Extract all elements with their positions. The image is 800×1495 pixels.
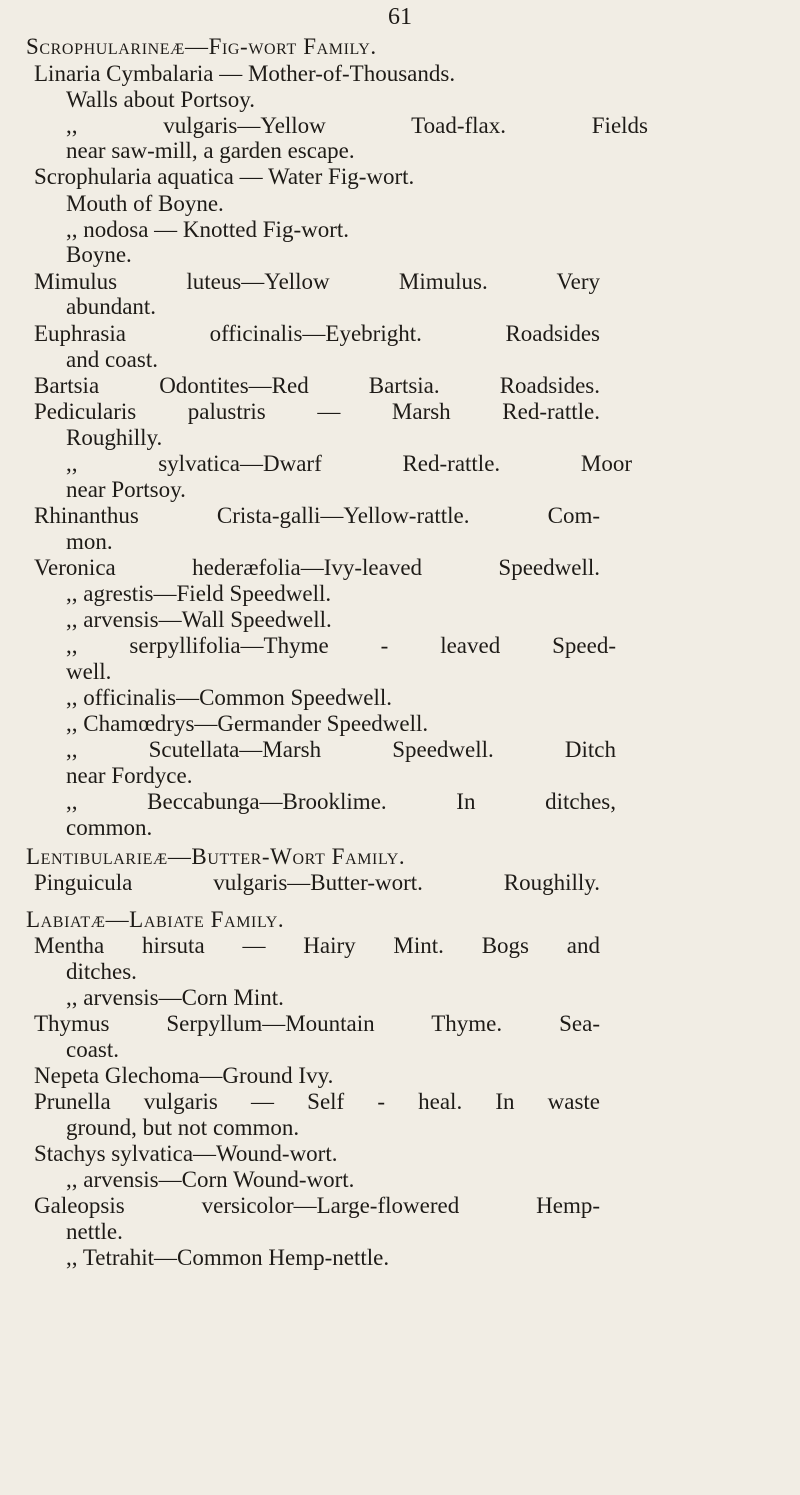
- text-line: ground, but not common.: [66, 1115, 300, 1140]
- family-heading: Lentibularieæ—Butter-Wort Family.: [26, 844, 406, 869]
- text-line: ,, Beccabunga—Brooklime. In ditches,: [66, 789, 616, 814]
- text-line: ,, arvensis—Corn Wound-wort.: [66, 1167, 355, 1192]
- text-line: Pinguicula vulgaris—Butter-wort. Roughilly.: [34, 870, 600, 895]
- text-line: ,, nodosa — Knotted Fig-wort.: [66, 217, 350, 242]
- text-line: Nepeta Glechoma—Ground Ivy.: [34, 1063, 334, 1088]
- text-line: Galeopsis versicolor—Large-flowered Hemp-: [34, 1193, 600, 1218]
- text-line: Pedicularis palustris — Marsh Red-rattle.: [34, 399, 600, 424]
- text-line: Rhinanthus Crista-galli—Yellow-rattle. Com-: [34, 503, 600, 528]
- text-line: ditches.: [66, 959, 137, 984]
- text-line: near Fordyce.: [66, 763, 193, 788]
- text-line: ,, arvensis—Wall Speedwell.: [66, 607, 332, 632]
- family-heading: Scrophularineæ—Fig-wort Family.: [26, 34, 377, 59]
- text-line: Prunella vulgaris — Self - heal. In waste: [34, 1089, 600, 1114]
- text-line: Roughilly.: [66, 425, 163, 450]
- text-line: Thymus Serpyllum—Mountain Thyme. Sea-: [34, 1011, 600, 1036]
- text-line: Scrophularia aquatica — Water Fig-wort.: [34, 164, 415, 189]
- text-line: Mouth of Boyne.: [66, 191, 224, 216]
- text-line: abundant.: [66, 294, 157, 319]
- page-number: 61: [388, 4, 412, 30]
- text-line: ,, agrestis—Field Speedwell.: [66, 581, 332, 606]
- text-line: ,, officinalis—Common Speedwell.: [66, 685, 393, 710]
- text-line: Mimulus luteus—Yellow Mimulus. Very: [34, 269, 600, 294]
- text-line: ,, Scutellata—Marsh Speedwell. Ditch: [66, 737, 616, 762]
- text-line: mon.: [66, 529, 113, 554]
- family-heading: Labiatæ—Labiate Family.: [26, 907, 285, 932]
- text-line: ,, Chamœdrys—Germander Speedwell.: [66, 711, 429, 736]
- text-line: Mentha hirsuta — Hairy Mint. Bogs and: [34, 933, 600, 958]
- text-line: Stachys sylvatica—Wound-wort.: [34, 1141, 338, 1166]
- text-line: ,, arvensis—Corn Mint.: [66, 985, 284, 1010]
- text-line: ,, Tetrahit—Common Hemp-nettle.: [66, 1245, 390, 1270]
- text-line: well.: [66, 659, 112, 684]
- text-line: Walls about Portsoy.: [66, 87, 255, 112]
- text-line: coast.: [66, 1037, 120, 1062]
- text-line: ,, sylvatica—Dwarf Red-rattle. Moor: [66, 451, 632, 476]
- text-line: Veronica hederæfolia—Ivy-leaved Speedwell.: [34, 555, 600, 580]
- text-line: and coast.: [66, 347, 158, 372]
- text-line: Boyne.: [66, 242, 132, 267]
- text-line: near saw-mill, a garden escape.: [66, 138, 355, 163]
- text-line: Euphrasia officinalis—Eyebright. Roadsides: [34, 321, 600, 346]
- text-line: ,, serpyllifolia—Thyme - leaved Speed-: [66, 633, 616, 658]
- text-line: common.: [66, 815, 153, 840]
- text-line: near Portsoy.: [66, 477, 186, 502]
- text-line: nettle.: [66, 1219, 123, 1244]
- text-line: ,, vulgaris—Yellow Toad-flax. Fields: [66, 113, 648, 138]
- text-line: Linaria Cymbalaria — Mother-of-Thousands.: [34, 61, 456, 86]
- text-line: Bartsia Odontites—Red Bartsia. Roadsides.: [34, 373, 600, 398]
